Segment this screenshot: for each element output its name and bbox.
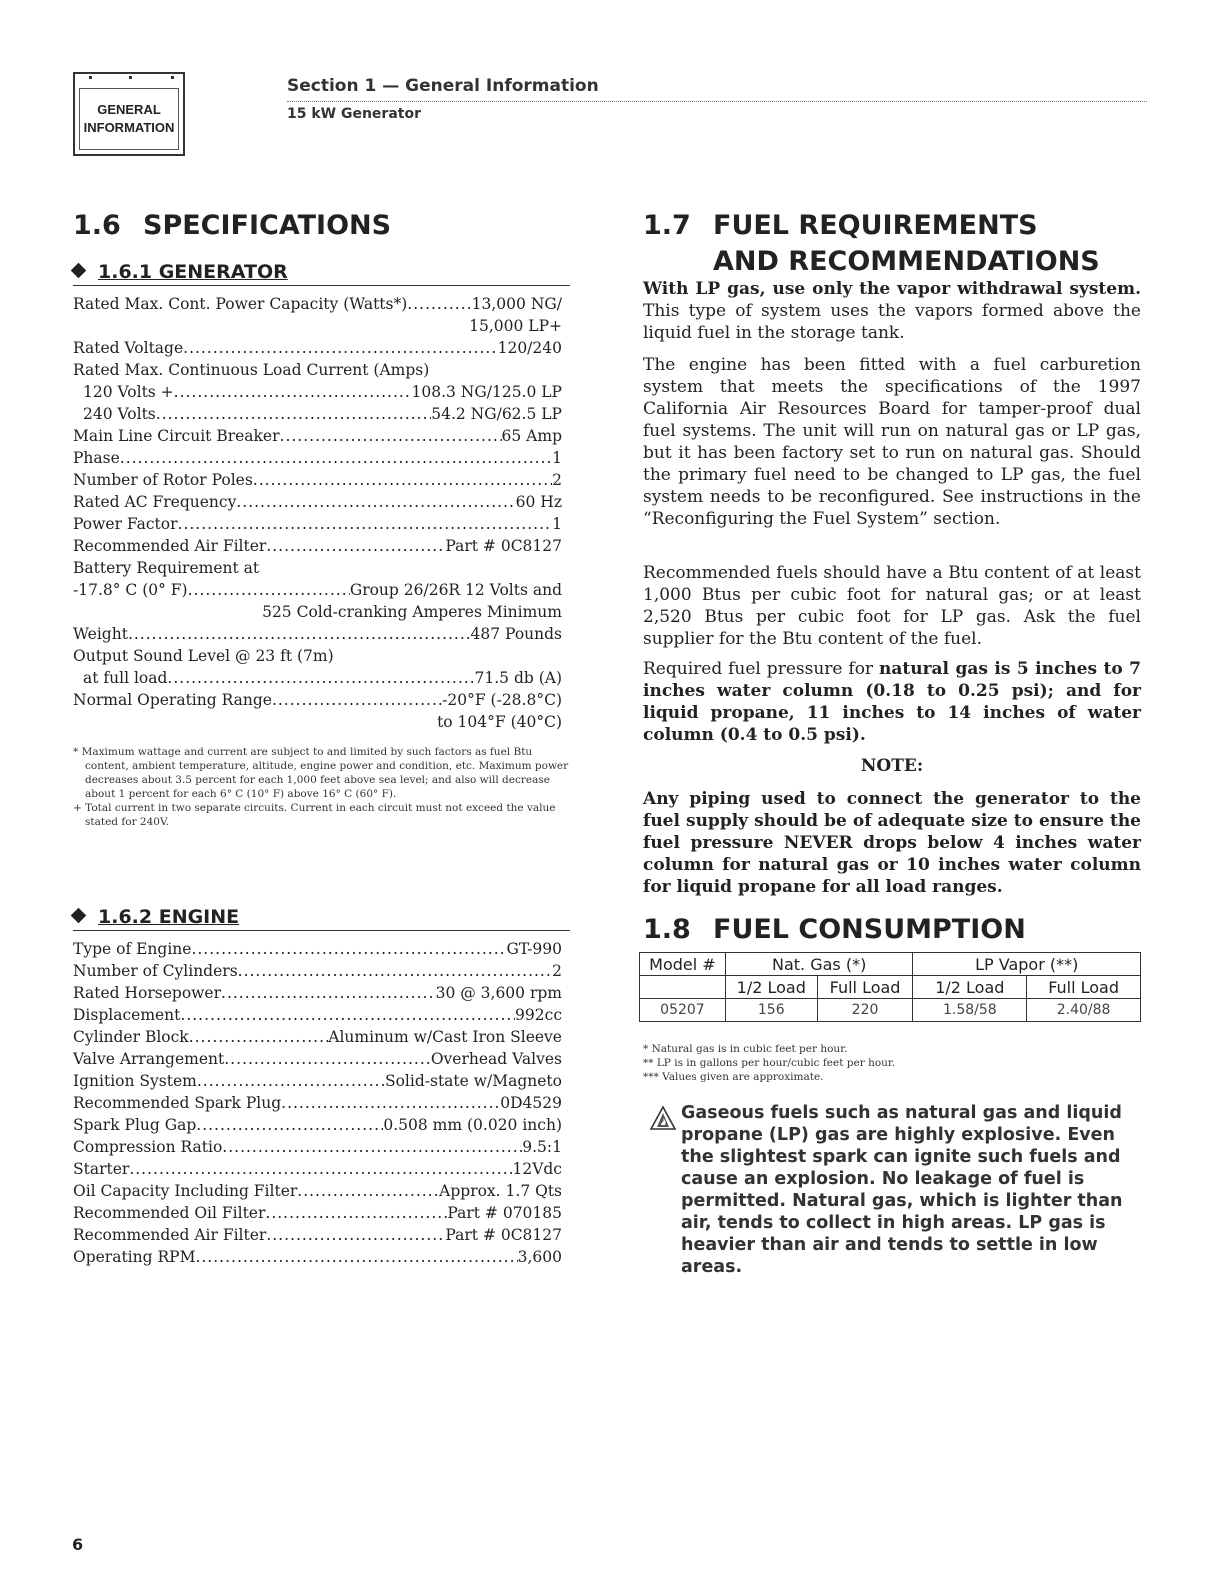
spec-value: Aluminum w/Cast Iron Sleeve [328,1028,562,1046]
generator-heading [73,261,288,283]
spec-value: 487 Pounds [470,625,562,643]
spec-label: Rated Horsepower [73,984,222,1002]
engine-heading-rule [73,930,570,931]
spec-value: Part # 070185 [447,1204,562,1222]
spec-value: 9.5:1 [522,1138,562,1156]
warning-text: Gaseous fuels such as natural gas and liquid propane (LP) gas are highly explosive. Even the slightest spark can ignite such fuels and cause an explosion. No leakage of fuel is permitted. Natural gas, which is lighter than air, tends to collect in high areas. LP gas is heavier than air and tends to settle in low areas. [681,1103,1123,1277]
spec-row [73,535,562,557]
spec-value: 13,000 NG/ [471,295,562,313]
note-label: NOTE: [860,756,924,776]
fuel-req-para-3: Recommended fuels should have a Btu content of at least 1,000 Btus per cubic foot for natural gas; or at least 2,520 Btus per cubic foot for LP gas. Ask the fuel supplier for the Btu content of the fuel. [643,563,1141,649]
spec-row [73,491,562,513]
spec-label: Rated Max. Cont. Power Capacity (Watts*) [73,295,408,313]
spec-row [73,1224,562,1246]
fuel-req-para-4 [643,658,1141,746]
section-subtitle: 15 kW Generator [287,106,421,122]
spec-row [73,689,562,711]
note-text: Any piping used to connect the generator to the fuel supply should be of adequate size to ensure the fuel pressure NEVER drops below 4 inches water column for natural gas or 10 inches water column for liquid propane for all load ranges. [643,789,1141,897]
spec-row [73,425,562,447]
spec-label: Recommended Air Filter [73,1226,267,1244]
spec-label: Normal Operating Range [73,691,272,709]
col-header-lp-vapor: LP Vapor (**) [913,953,1141,976]
fuel-req-heading [643,210,1038,241]
para-text: This type of system uses the vapors formed above the liquid fuel in the storage tank. [643,301,1141,343]
footnote: ** LP is in gallons per hour/cubic feet per hour. [643,1057,896,1069]
spec-label: Battery Requirement at [73,559,260,577]
tab-line-2: INFORMATION [83,120,175,135]
spec-row [73,293,562,315]
spec-row [73,1092,562,1114]
cell-model: 05207 [640,999,726,1022]
spec-label: -17.8° C (0° F) [73,581,188,599]
bold-text: natural gas is 5 inches to 7 inches water column (0.18 to 0.25 psi); and for liquid propane, 11 inches to 14 inches of water column (0.4 to 0.5 psi). [643,659,1141,745]
spec-value: 54.2 NG/62.5 LP [431,405,562,423]
footnote: + Total current in two separate circuits. Current in each circuit must not exceed the value stated for 240V. [73,802,556,828]
spec-label: Displacement [73,1006,181,1024]
spec-value: 2 [552,471,562,489]
fuel-cons-number: 1.8 [643,914,691,945]
generator-heading-text: 1.6.1 GENERATOR [98,261,288,283]
spec-label: Compression Ratio [73,1138,223,1156]
spec-label: Number of Cylinders [73,962,238,980]
section-tab-label [79,88,179,150]
spec-value-cont: 525 Cold-cranking Amperes Minimum [262,603,562,621]
spec-label: Type of Engine [73,940,192,958]
spec-row [73,1136,562,1158]
specs-heading [73,210,391,241]
spec-value: 0D4529 [500,1094,562,1112]
spec-label: Oil Capacity Including Filter [73,1182,298,1200]
spec-label: Number of Rotor Poles [73,471,253,489]
engine-heading [73,906,239,928]
spec-value: 2 [552,962,562,980]
generator-heading-rule [73,285,570,286]
fuel-req-para-1 [643,278,1141,344]
cell-nat-half: 156 [725,999,817,1022]
spec-label: Power Factor [73,515,178,533]
spec-label: Spark Plug Gap [73,1116,197,1134]
col-header-half-load: 1/2 Load [725,976,817,999]
engine-heading-text: 1.6.2 ENGINE [98,906,240,928]
spec-value: 65 Amp [501,427,562,445]
fuel-req-para-2: The engine has been fitted with a fuel carburetion system that meets the specifications of the 1997 California Air Resources Board for tamper-proof dual fuel systems. The unit will run on natural gas or LP gas, but it has been factory set to run on natural gas. Should the primary fuel need to be changed to LP gas, the fuel system needs to be reconfigured. See instructions in the “Reconfiguring the Fuel System” section. [643,355,1141,529]
spec-label: Recommended Spark Plug [73,1094,282,1112]
spec-row [73,1246,562,1268]
spec-label: Recommended Oil Filter [73,1204,266,1222]
spec-row [73,447,562,469]
spec-row [73,579,562,601]
spec-row [73,623,562,645]
spec-label: Cylinder Block [73,1028,189,1046]
spec-row [73,403,562,425]
spec-label: Rated Voltage [73,339,184,357]
spec-row [73,667,562,689]
spec-value: 1 [552,515,562,533]
spec-value: 60 Hz [515,493,562,511]
spec-value: 120/240 [497,339,562,357]
specs-title: SPECIFICATIONS [143,210,392,241]
spec-value: 108.3 NG/125.0 LP [411,383,562,401]
col-header-model: Model # [640,953,726,976]
spec-value-cont: to 104°F (40°C) [437,713,562,731]
spec-label: Ignition System [73,1072,197,1090]
spec-value: Part # 0C8127 [445,1226,562,1244]
spec-row [73,982,562,1004]
spec-row [73,469,562,491]
spec-row [73,1114,562,1136]
spec-label: Starter [73,1160,130,1178]
danger-warning [650,1102,1150,1278]
spec-label: Rated Max. Continuous Load Current (Amps) [73,361,430,379]
fuel-req-title: FUEL REQUIREMENTS [713,210,1038,241]
cell-lp-half: 1.58/58 [913,999,1027,1022]
spec-value: GT-990 [506,940,562,958]
generator-specs [73,293,562,733]
spec-value: 992cc [515,1006,562,1024]
spec-row [73,513,562,535]
spec-label: Valve Arrangement [73,1050,225,1068]
col-header-half-load: 1/2 Load [913,976,1027,999]
spec-row [73,381,562,403]
fuel-cons-title: FUEL CONSUMPTION [713,914,1026,945]
diamond-bullet-icon [71,908,87,924]
fuel-req-number: 1.7 [643,210,691,241]
section-tab-box [73,72,185,156]
spec-row [73,1026,562,1048]
section-title: Section 1 — General Information [287,76,599,96]
bold-text: With LP gas, use only the vapor withdrawal system. [643,279,1141,299]
footnote: * Maximum wattage and current are subject to and limited by such factors as fuel Btu content, ambient temperature, altitude, engine power and condition, etc. Maximum power decreases about 3.5 percent for each 1,000 feet above sea level; and also will decrease about 1 percent for each 6° C (10° F) above 16° C (60° F). [73,746,569,800]
empty-cell [640,976,726,999]
spec-value: 3,600 [517,1248,562,1266]
spec-label: Operating RPM [73,1248,196,1266]
col-header-nat-gas: Nat. Gas (*) [725,953,913,976]
spec-row [73,960,562,982]
spec-row [73,1158,562,1180]
spec-label: Phase [73,449,120,467]
spec-label: Output Sound Level @ 23 ft (7m) [73,647,334,665]
spec-value-cont: 15,000 LP+ [469,317,562,335]
fuel-cons-heading [643,914,1026,945]
spec-row [73,1070,562,1092]
spec-label: 120 Volts + [83,383,174,401]
fuel-cons-footnotes [643,1042,1043,1084]
spec-label: at full load [83,669,168,687]
engine-specs [73,938,562,1268]
spec-row [73,1048,562,1070]
spec-label: Recommended Air Filter [73,537,267,555]
spec-value: -20°F (-28.8°C) [442,691,562,709]
spec-value: Part # 0C8127 [445,537,562,555]
cell-nat-full: 220 [817,999,913,1022]
diamond-bullet-icon [71,263,87,279]
spec-value: Overhead Valves [430,1050,562,1068]
page-number: 6 [72,1535,84,1554]
footnote: * Natural gas is in cubic feet per hour. [643,1043,848,1055]
header-divider [287,101,1147,102]
spec-label: 240 Volts [83,405,156,423]
col-header-full-load: Full Load [817,976,913,999]
fuel-req-title-line2: AND RECOMMENDATIONS [713,246,1100,277]
spec-value: 30 @ 3,600 rpm [435,984,562,1002]
spec-value: 12Vdc [512,1160,562,1178]
tab-notch [89,76,92,79]
spec-value: Solid-state w/Magneto [384,1072,562,1090]
col-header-full-load: Full Load [1027,976,1141,999]
spec-value: 0.508 mm (0.020 inch) [383,1116,562,1134]
spec-label: Weight [73,625,128,643]
tab-notch [171,76,174,79]
table-subheader-row [640,976,1141,999]
spec-value: 1 [552,449,562,467]
warning-triangle-icon [650,1106,676,1130]
spec-label: Main Line Circuit Breaker [73,427,280,445]
spec-row [73,1180,562,1202]
spec-row [73,938,562,960]
cell-lp-full: 2.40/88 [1027,999,1141,1022]
footnote: *** Values given are approximate. [643,1071,824,1083]
specs-number: 1.6 [73,210,121,241]
table-row [640,999,1141,1022]
spec-value: 71.5 db (A) [474,669,562,687]
spec-value: Group 26/26R 12 Volts and [349,581,562,599]
spec-row [73,1202,562,1224]
spec-row [73,1004,562,1026]
spec-row [73,337,562,359]
spec-label: Rated AC Frequency [73,493,237,511]
spec-value: Approx. 1.7 Qts [439,1182,562,1200]
generator-footnotes [73,745,573,829]
fuel-consumption-table [639,952,1141,1022]
tab-line-1: GENERAL [97,102,161,117]
table-header-row [640,953,1141,976]
tab-notch [129,76,132,79]
para-text: Required fuel pressure for [643,659,879,679]
